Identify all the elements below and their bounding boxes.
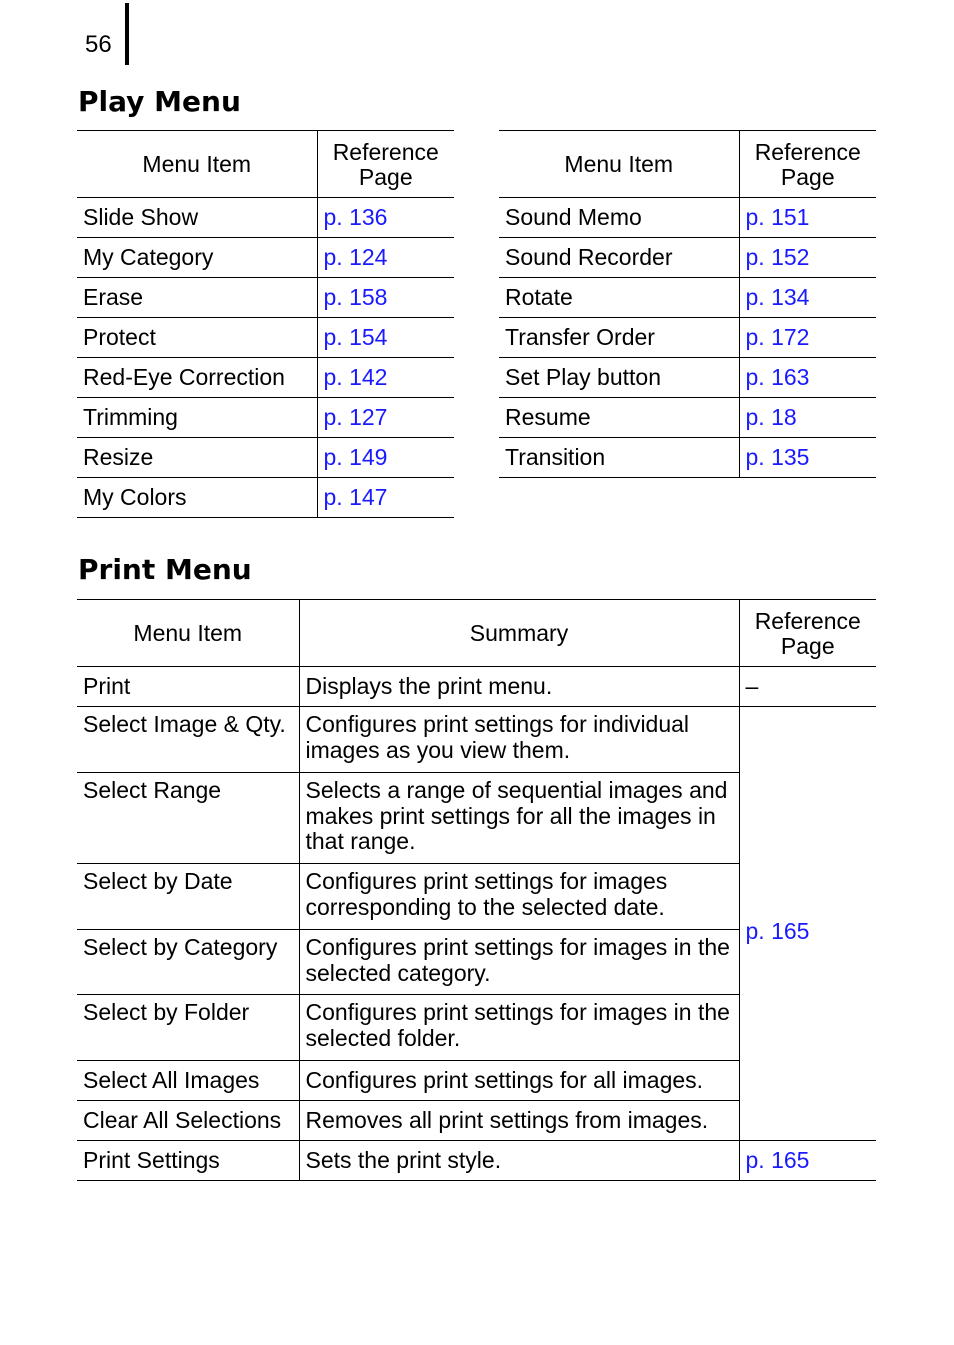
summary-cell: Configures print settings for all images. <box>299 1061 739 1101</box>
summary-cell: Configures print settings for images corresponding to the selected date. <box>299 864 739 930</box>
menu-item-cell: My Colors <box>77 478 317 518</box>
reference-link[interactable]: p. 151 <box>739 198 876 238</box>
table-row <box>499 198 876 238</box>
reference-link[interactable]: p. 18 <box>739 398 876 438</box>
table-row <box>77 1141 876 1181</box>
print-menu-title: Print Menu <box>78 553 252 586</box>
menu-item-cell: My Category <box>77 238 317 278</box>
reference-cell: – <box>739 667 876 707</box>
table-row <box>77 318 454 358</box>
reference-link[interactable]: p. 149 <box>317 438 454 478</box>
menu-item-cell: Sound Memo <box>499 198 739 238</box>
menu-item-cell: Trimming <box>77 398 317 438</box>
reference-link[interactable]: p. 147 <box>317 478 454 518</box>
reference-link[interactable]: p. 136 <box>317 198 454 238</box>
summary-cell: Configures print settings for images in the selected folder. <box>299 995 739 1061</box>
column-header-reference-page: Reference Page <box>739 600 876 667</box>
table-row <box>77 358 454 398</box>
play-menu-table-right <box>499 130 876 478</box>
reference-link[interactable]: p. 163 <box>739 358 876 398</box>
reference-link[interactable]: p. 127 <box>317 398 454 438</box>
reference-link[interactable]: p. 124 <box>317 238 454 278</box>
summary-cell: Selects a range of sequential images and makes print settings for all the images in that range. <box>299 773 739 864</box>
menu-item-cell: Rotate <box>499 278 739 318</box>
column-header-menu-item: Menu Item <box>499 131 739 198</box>
table-header-row <box>499 131 876 198</box>
menu-item-cell: Print Settings <box>77 1141 299 1181</box>
menu-item-cell: Erase <box>77 278 317 318</box>
print-menu-table <box>77 599 876 1181</box>
menu-item-cell: Transition <box>499 438 739 478</box>
page-number-rule <box>125 3 129 65</box>
table-row <box>77 198 454 238</box>
reference-link[interactable]: p. 165 <box>739 707 876 1141</box>
menu-item-cell: Select Range <box>77 773 299 864</box>
table-row <box>499 398 876 438</box>
menu-item-cell: Red-Eye Correction <box>77 358 317 398</box>
summary-cell: Configures print settings for individual images as you view them. <box>299 707 739 773</box>
table-row <box>499 358 876 398</box>
reference-link[interactable]: p. 172 <box>739 318 876 358</box>
menu-item-cell: Protect <box>77 318 317 358</box>
table-row <box>77 478 454 518</box>
table-row <box>499 318 876 358</box>
menu-item-cell: Select Image & Qty. <box>77 707 299 773</box>
menu-item-cell: Clear All Selections <box>77 1101 299 1141</box>
page-number: 56 <box>85 31 112 58</box>
column-header-reference-page: Reference Page <box>739 131 876 198</box>
reference-link[interactable]: p. 142 <box>317 358 454 398</box>
column-header-reference-page: Reference Page <box>317 131 454 198</box>
table-row <box>77 707 876 773</box>
table-row <box>499 278 876 318</box>
reference-link[interactable]: p. 134 <box>739 278 876 318</box>
menu-item-cell: Transfer Order <box>499 318 739 358</box>
table-row <box>77 278 454 318</box>
table-row <box>77 238 454 278</box>
menu-item-cell: Select by Category <box>77 930 299 995</box>
table-row <box>77 438 454 478</box>
summary-cell: Removes all print settings from images. <box>299 1101 739 1141</box>
menu-item-cell: Resume <box>499 398 739 438</box>
column-header-menu-item: Menu Item <box>77 600 299 667</box>
table-row <box>499 238 876 278</box>
summary-cell: Configures print settings for images in the selected category. <box>299 930 739 995</box>
table-row <box>77 667 876 707</box>
menu-item-cell: Sound Recorder <box>499 238 739 278</box>
menu-item-cell: Print <box>77 667 299 707</box>
reference-link[interactable]: p. 165 <box>739 1141 876 1181</box>
reference-link[interactable]: p. 158 <box>317 278 454 318</box>
menu-item-cell: Resize <box>77 438 317 478</box>
menu-item-cell: Select by Date <box>77 864 299 930</box>
reference-link[interactable]: p. 154 <box>317 318 454 358</box>
menu-item-cell: Slide Show <box>77 198 317 238</box>
column-header-summary: Summary <box>299 600 739 667</box>
column-header-menu-item: Menu Item <box>77 131 317 198</box>
menu-item-cell: Select by Folder <box>77 995 299 1061</box>
play-menu-title: Play Menu <box>78 85 241 118</box>
table-row <box>77 398 454 438</box>
menu-item-cell: Select All Images <box>77 1061 299 1101</box>
summary-cell: Sets the print style. <box>299 1141 739 1181</box>
table-row <box>499 438 876 478</box>
table-header-row <box>77 600 876 667</box>
play-menu-table-left <box>77 130 454 518</box>
reference-link[interactable]: p. 135 <box>739 438 876 478</box>
table-header-row <box>77 131 454 198</box>
menu-item-cell: Set Play button <box>499 358 739 398</box>
reference-link[interactable]: p. 152 <box>739 238 876 278</box>
summary-cell: Displays the print menu. <box>299 667 739 707</box>
